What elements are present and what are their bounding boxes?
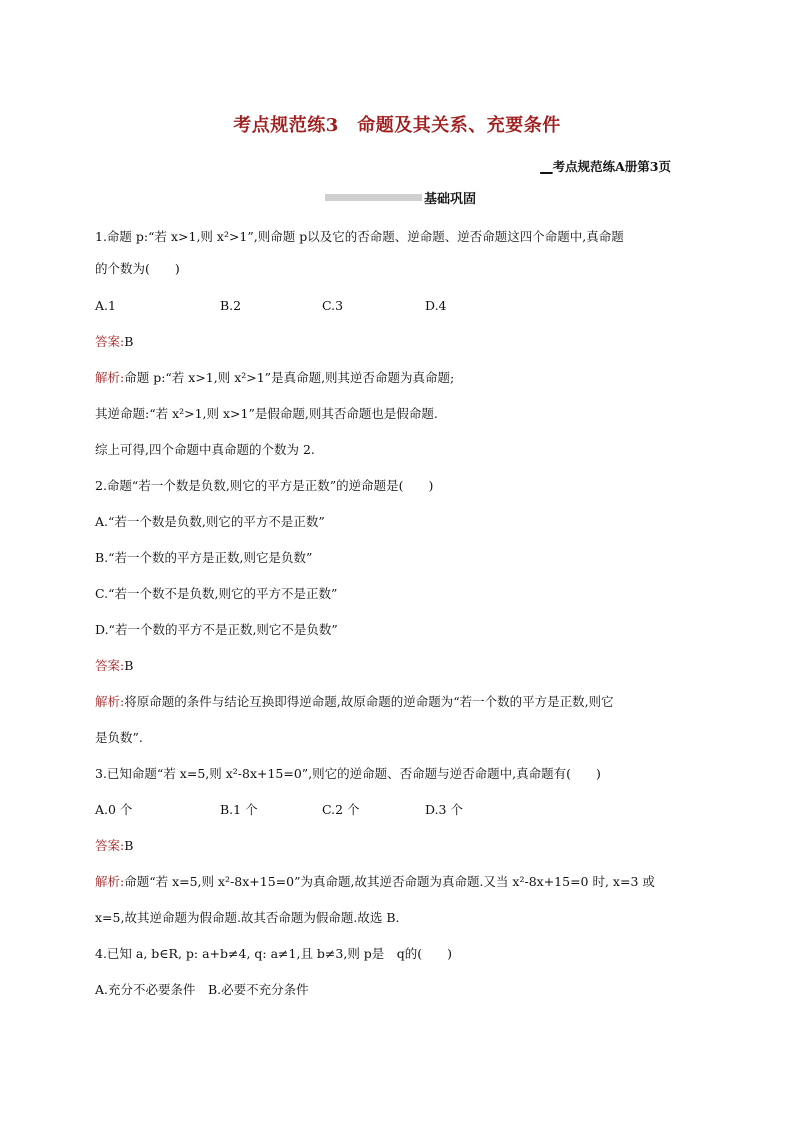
q1-answer — [95, 332, 133, 352]
q1-option-d: D.4 — [425, 298, 447, 313]
answer-label: 答案: — [95, 658, 125, 673]
q1-option-b: B.2 — [220, 298, 242, 313]
q2-option-b: B.“若一个数的平方是正数,则它是负数” — [95, 550, 313, 565]
answer-value: B — [124, 658, 134, 673]
q2-option-c: C.“若一个数不是负数,则它的平方不是正数” — [95, 586, 338, 601]
q3-explanation-line1 — [95, 872, 655, 892]
explanation-text: 将原命题的条件与结论互换即得逆命题,故原命题的逆命题为“若一个数的平方是正数,则它 — [124, 694, 614, 709]
q3-option-d: D.3 个 — [425, 802, 463, 817]
q3-option-a: A.0 个 — [95, 802, 133, 817]
page-title: 考点规范练3 命题及其关系、充要条件 — [233, 115, 561, 136]
explanation-label: 解析: — [95, 694, 125, 709]
explanation-label: 解析: — [95, 370, 125, 385]
q1-explanation-line2: 其逆命题:“若 x²>1,则 x>1”是假命题,则其否命题也是假命题. — [95, 406, 438, 421]
section-heading: 基础巩固 — [424, 192, 477, 207]
q1-option-c: C.3 — [322, 298, 344, 313]
answer-label: 答案: — [95, 838, 125, 853]
q4-stem: 4.已知 a, b∈R, p: a+b≠4, q: a≠1,且 b≠3,则 p是 q的( ) — [95, 946, 453, 961]
q3-option-b: B.1 个 — [220, 802, 258, 817]
explanation-label: 解析: — [95, 874, 125, 889]
q1-explanation-line1 — [95, 368, 454, 388]
q2-answer — [95, 656, 133, 676]
answer-label: 答案: — [95, 334, 125, 349]
q1-stem-line2: 的个数为( ) — [95, 261, 180, 276]
explanation-text: 命题“若 x=5,则 x²-8x+15=0”为真命题,故其逆否命题为真命题.又当 x²-8x+15=0 时, x=3 或 — [124, 874, 655, 889]
q1-explanation-line3: 综上可得,四个命题中真命题的个数为 2. — [95, 442, 315, 457]
answer-value: B — [124, 334, 134, 349]
q3-option-c: C.2 个 — [322, 802, 360, 817]
section-bar — [325, 194, 422, 201]
q3-explanation-line2: x=5,故其逆命题为假命题.故其否命题为假命题.故选 B. — [95, 910, 400, 925]
q3-stem: 3.已知命题“若 x=5,则 x²-8x+15=0”,则它的逆命题、否命题与逆否命题中,真命题有( ) — [95, 766, 601, 781]
q3-answer — [95, 836, 133, 856]
q2-option-a: A.“若一个数是负数,则它的平方不是正数” — [95, 514, 325, 529]
reference-underline: __ — [540, 159, 553, 174]
q1-stem-line1: 1.命题 p:“若 x>1,则 x²>1”,则命题 p以及它的否命题、逆命题、逆否命题这四个命题中,真命题 — [95, 229, 624, 244]
reference-text: 考点规范练A册第3页 — [552, 159, 671, 174]
book-reference — [540, 157, 671, 175]
answer-value: B — [124, 838, 134, 853]
q2-stem: 2.命题“若一个数是负数,则它的平方是正数”的逆命题是( ) — [95, 478, 434, 493]
q4-options: A.充分不必要条件 B.必要不充分条件 — [95, 982, 309, 997]
q2-explanation-line1 — [95, 692, 614, 712]
q2-option-d: D.“若一个数的平方不是正数,则它不是负数” — [95, 622, 338, 637]
q2-explanation-line2: 是负数”. — [95, 730, 143, 745]
q1-option-a: A.1 — [95, 298, 116, 313]
explanation-text: 命题 p:“若 x>1,则 x²>1”是真命题,则其逆否命题为真命题; — [124, 370, 455, 385]
